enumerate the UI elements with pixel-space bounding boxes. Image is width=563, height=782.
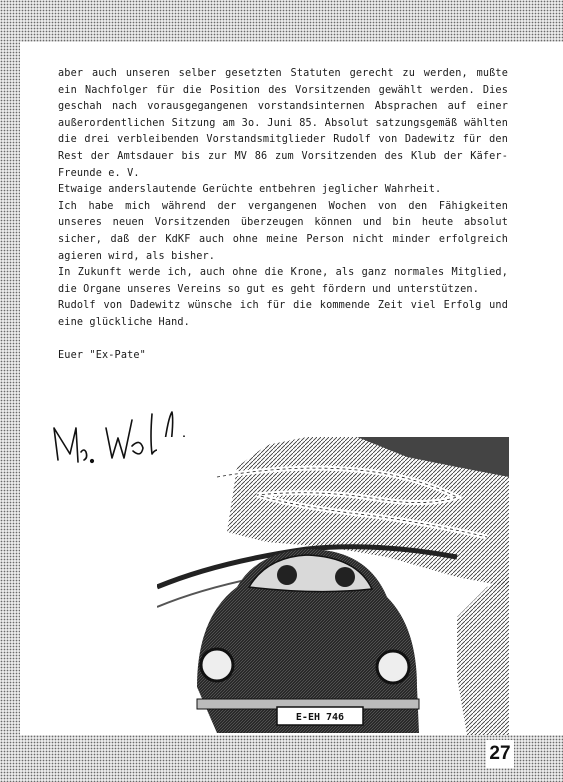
dotted-border-left	[0, 0, 20, 782]
vw-beetle-photo	[157, 437, 509, 735]
paragraph: Etwaige anderslautende Gerüchte entbehren jeglicher Wahrheit.	[58, 184, 442, 196]
paragraph: Ich habe mich während der vergangenen Wochen von den Fähigkeiten unseres neuen Vorsitzenden überzeugen können und bin heute absolut sicher, daß der KdKF auch ohne meine Person nicht minder erfolgreich agieren wird, als bisher.	[58, 200, 508, 262]
paragraph: In Zukunft werde ich, auch ohne die Krone, als ganz normales Mitglied, die Organe unseres Vereins so gut es geht fördern und unterstützen.	[58, 267, 508, 295]
page-number: 27	[486, 740, 514, 768]
paragraph: Rudolf von Dadewitz wünsche ich für die kommende Zeit viel Erfolg und eine glückliche Hand.	[58, 300, 508, 328]
license-plate-text: E-EH 746	[295, 712, 345, 723]
spacer	[58, 332, 508, 349]
paragraph: aber auch unseren selber gesetzten Statuten gerecht zu werden, mußte ein Nachfolger für die Position des Vorsitzenden gewählt werden. Dies geschah nach vorausgegangenen vorstandsinternen Absprachen auf einer außerordentlichen Sitzung am 3o. Juni 85. Absolut satzungsgemäß wählten die drei verbleibenden Vorstandsmitglieder Rudolf von Dadewitz für den Rest der Amtsdauer bis zur MV 86 zum Vorsitzenden des Klub der Käfer-Freunde e. V.	[58, 68, 508, 179]
left-headlight	[201, 649, 233, 681]
closing: Euer "Ex-Pate"	[58, 350, 146, 362]
right-headlight	[377, 651, 409, 683]
letter-body	[58, 66, 508, 365]
dotted-border-bottom	[0, 735, 563, 782]
dotted-border-top	[0, 0, 563, 42]
